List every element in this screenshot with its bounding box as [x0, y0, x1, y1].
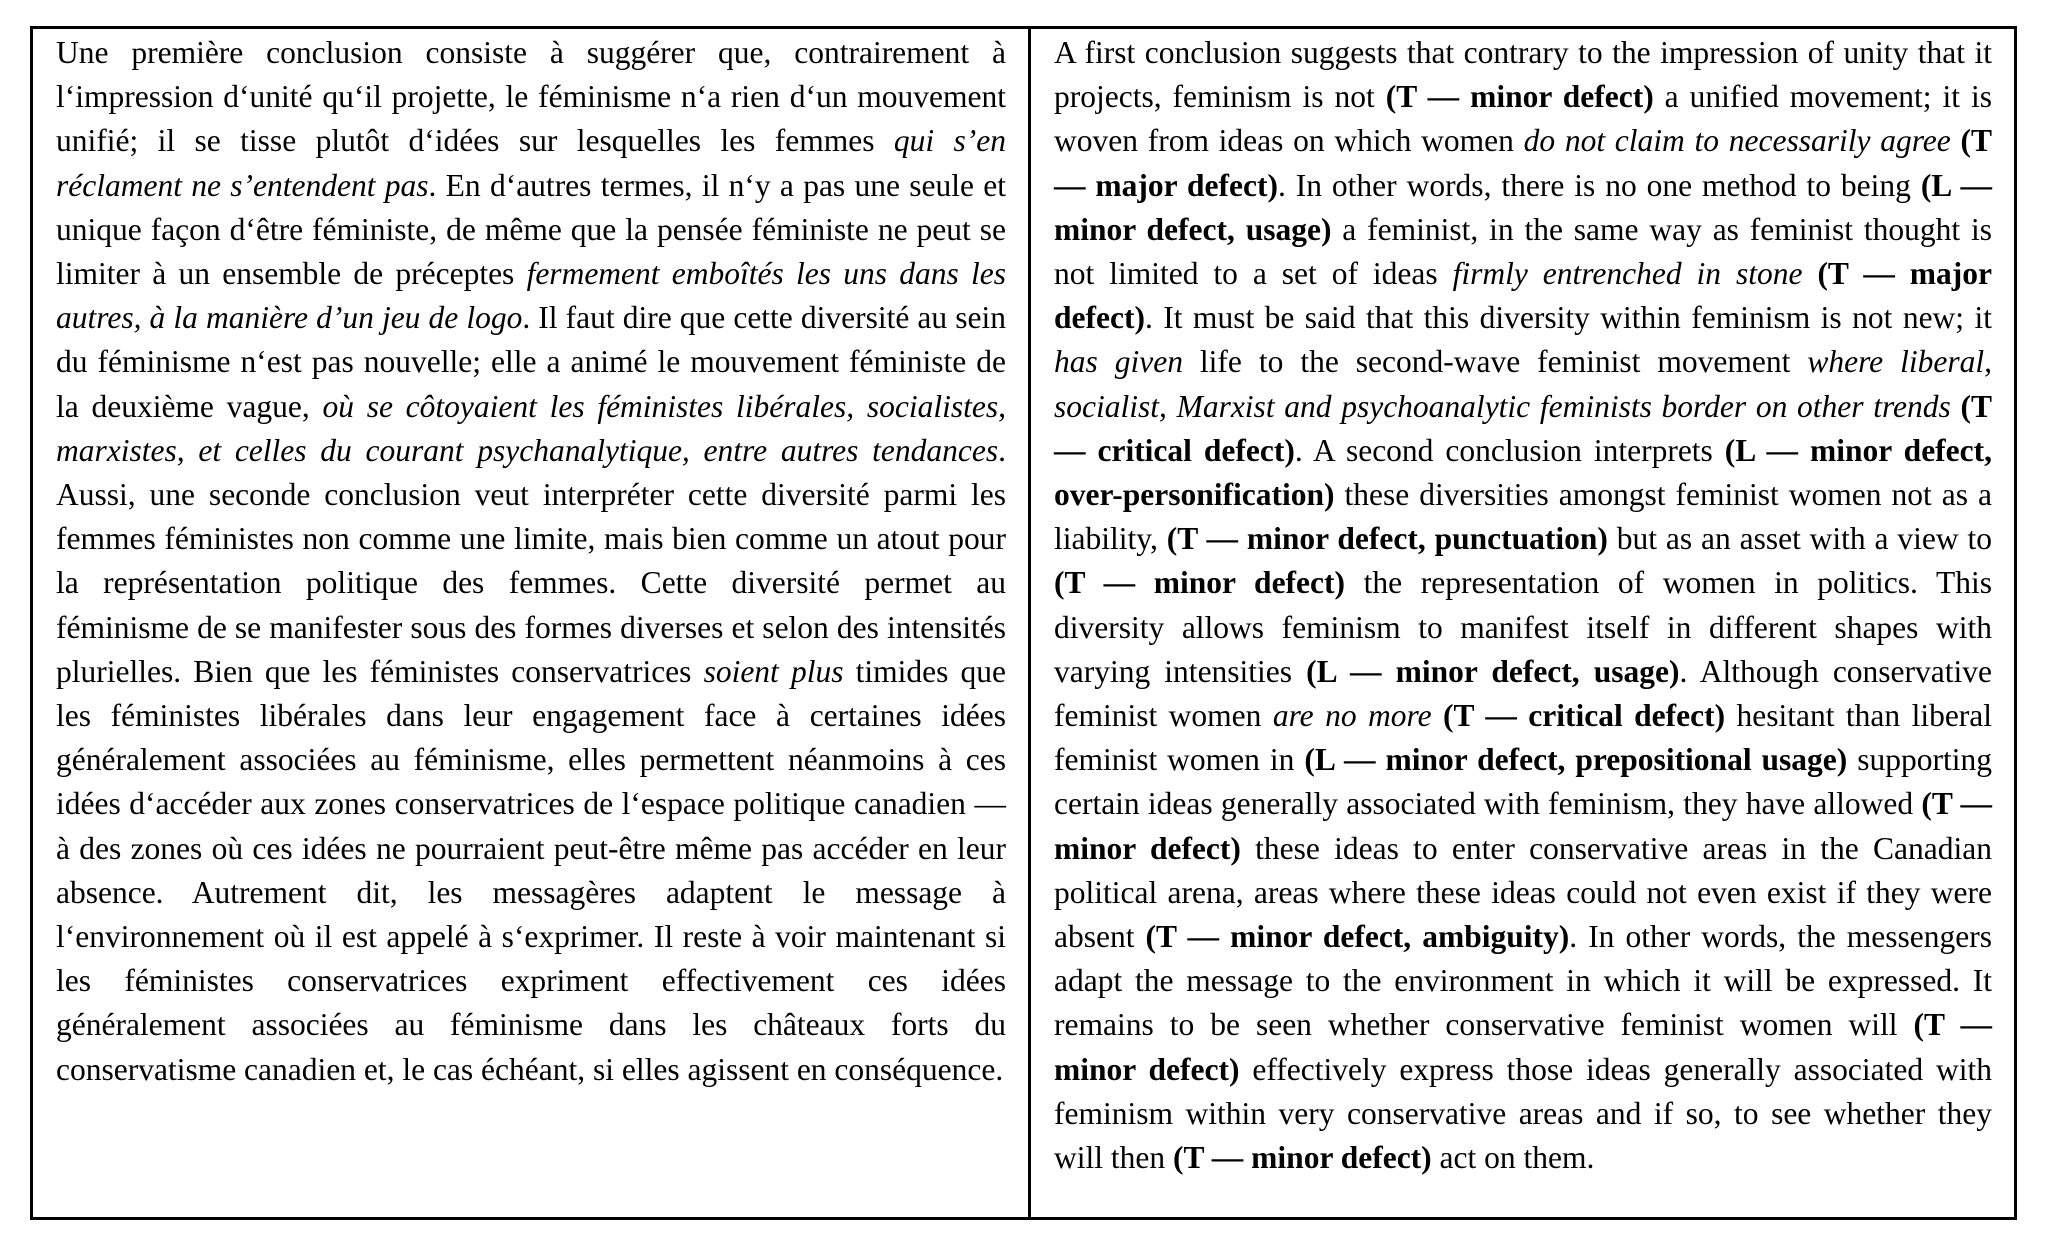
defect-annotation: (T — minor defect): [1054, 786, 1992, 866]
english-translation-cell: [1031, 29, 2014, 1217]
text-run: . Il faut dire que cette diversité au sein du féminisme n‘est pas nouvelle; elle a animé le mouvement féministe de la deuxième vague,: [56, 300, 1006, 424]
defect-annotation: (L — minor defect, prepositional usage): [1304, 742, 1848, 778]
defect-annotation: (T — minor defect): [1173, 1140, 1432, 1176]
italic-text-run: do not claim to necessarily agree: [1523, 123, 1951, 159]
text-run: [1802, 256, 1817, 291]
text-run: supporting certain ideas generally associated with feminism, they have allowed: [1054, 742, 1992, 822]
text-run: these diversities amongst feminist women not as a liability,: [1054, 477, 1992, 557]
italic-text-run: firmly entrenched in stone: [1452, 256, 1803, 292]
defect-annotation: (T — minor defect, punctuation): [1166, 521, 1608, 557]
text-run: the representation of women in politics. This diversity allows feminism to manifest itself in different shapes with varying intensities: [1054, 565, 1992, 689]
text-run: a feminist, in the same way as feminist thought is not limited to a set of ideas: [1054, 211, 1992, 292]
defect-annotation: (T — major defect): [1054, 123, 1993, 203]
italic-text-run: are no more: [1272, 698, 1432, 734]
text-run: A first conclusion suggests that contrary to the impression of unity that it projects, feminism is not: [1054, 35, 1992, 115]
defect-annotation: (T — critical defect): [1443, 698, 1726, 734]
defect-annotation: (T — minor defect): [1054, 1007, 1992, 1087]
translation-comparison-table: [30, 26, 2017, 1220]
italic-text-run: soient plus: [703, 653, 844, 689]
text-run: life to the second-wave feminist movement: [1182, 344, 1808, 380]
italic-text-run: has given: [1054, 344, 1183, 380]
text-run: [1951, 389, 1961, 424]
text-run: . In other words, the messengers adapt the message to the environment in which it will be expressed. It remains to be seen whether conservative feminist women will: [1054, 919, 1992, 1043]
defect-annotation: (L — minor defect, over-personification): [1054, 432, 1992, 513]
text-run: . Aussi, une seconde conclusion veut interpréter cette diversité parmi les femmes féministes non comme une limite, mais bien comme un atout pour la représentation politique des femmes. Cette diversité permet au féminisme de se manifester sous des formes diverses et selon des intensités plurielles. Bien que les féministes conservatrices: [56, 432, 1006, 689]
text-run: . En d‘autres termes, il n‘y a pas une seule et unique façon d‘être féministe, de même que la pensée féministe ne peut se limiter à un ensemble de préceptes: [56, 167, 1006, 292]
defect-annotation: (T — major defect): [1054, 256, 1992, 336]
text-run: but as an asset with a view to: [1607, 521, 1993, 557]
text-run: these ideas to enter conservative areas in the Canadian political arena, areas where these ideas could not even exist if they were absent: [1054, 830, 1992, 955]
italic-text-run: where liberal, socialist, Marxist and psychoanalytic feminists border on other trends: [1054, 344, 1992, 424]
text-run: a unified movement; it is woven from ideas on which women: [1054, 79, 1992, 159]
text-run: timides que les féministes libérales dans leur engagement face à certaines idées généralement associées au féminisme, elles permettent néanmoins à ces idées d‘accéder aux zones conservatrices de l‘espace politique canadien — à des zones où ces idées ne pourraient peut-être même pas accéder en leur absence. Autrement dit, les messagères adaptent le message à l‘environnement où il est appelé à s‘exprimer. Il reste à voir maintenant si les féministes conservatrices expriment effectivement ces idées généralement associées au féminisme dans les châteaux forts du conservatisme canadien et, le cas échéant, si elles agissent en conséquence.: [56, 653, 1006, 1087]
italic-text-run: où se côtoyaient les féministes libérales, socialistes, marxistes, et celles du courant psychanalytique, entre autres tendances: [56, 388, 1006, 468]
defect-annotation: (T — minor defect, ambiguity): [1145, 919, 1570, 955]
italic-text-run: qui s’en réclament ne s’entendent pas: [56, 123, 1007, 203]
defect-annotation: (T — critical defect): [1054, 388, 1993, 468]
defect-annotation: (T — minor defect): [1385, 79, 1654, 115]
text-run: act on them.: [1431, 1140, 1595, 1176]
italic-text-run: fermement emboîtés les uns dans les autres, à la manière d’un jeu de logo: [56, 256, 1006, 336]
text-run: . Although conservative feminist women: [1054, 653, 1992, 734]
text-run: [1951, 123, 1961, 158]
defect-annotation: (L — minor defect, usage): [1054, 167, 1993, 247]
french-source-cell: [33, 29, 1031, 1217]
text-run: . In other words, there is no one method to being: [1277, 167, 1921, 203]
text-run: . It must be said that this diversity within feminism is not new; it: [1144, 300, 1992, 336]
text-run: Une première conclusion consiste à suggérer que, contrairement à l‘impression d‘unité qu‘il projette, le féminisme n‘a rien d‘un mouvement unifié; il se tisse plutôt d‘idées sur lesquelles les femmes: [56, 35, 1006, 159]
text-run: [1432, 698, 1443, 733]
text-run: . A second conclusion interprets: [1294, 432, 1725, 468]
defect-annotation: (T — minor defect): [1054, 565, 1345, 601]
text-run: effectively express those ideas generally associated with feminism within very conservative areas and if so, to see whether they will then: [1054, 1051, 1992, 1176]
defect-annotation: (L — minor defect, usage): [1306, 653, 1680, 689]
text-run: hesitant than liberal feminist women in: [1054, 698, 1993, 778]
